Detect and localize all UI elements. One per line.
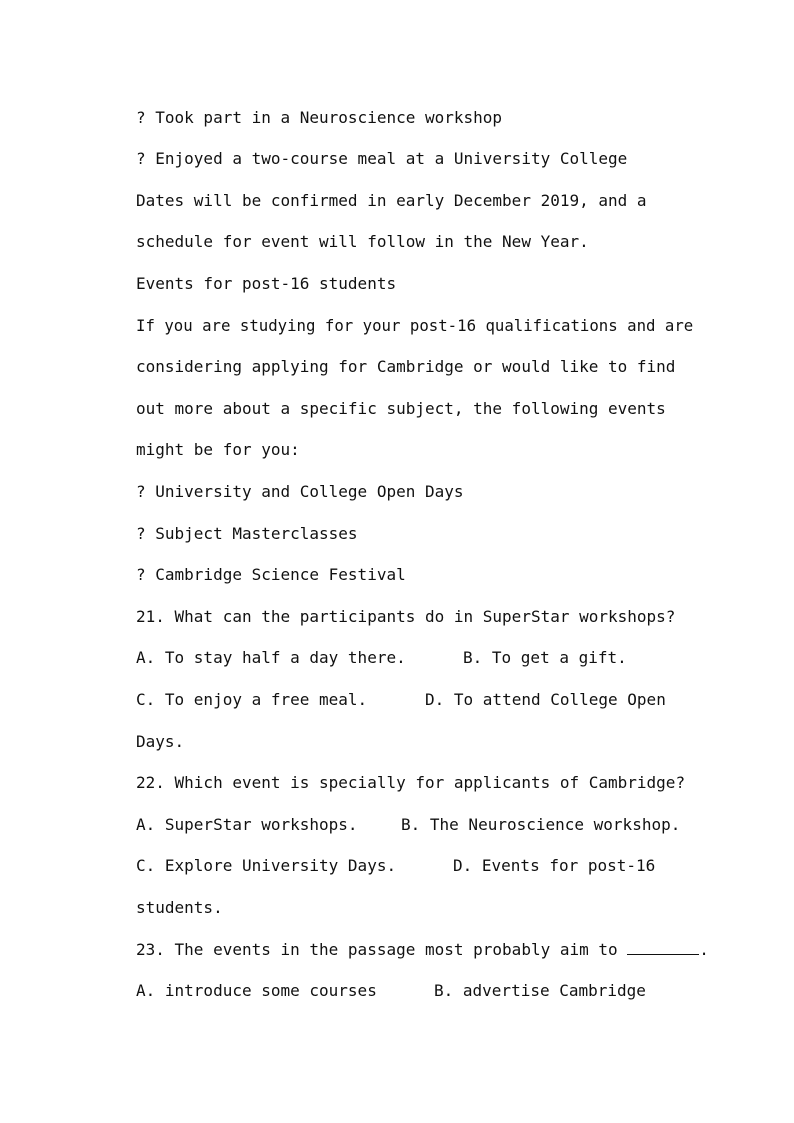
question-22-option-d-continued: students.	[136, 898, 223, 917]
question-23-stem-period: .	[699, 940, 709, 959]
question-21-option-b: B. To get a gift.	[463, 648, 627, 667]
post16-paragraph-line-1: If you are studying for your post-16 qualifications and are	[136, 316, 694, 335]
question-22-stem: 22. Which event is specially for applicants of Cambridge?	[136, 773, 686, 792]
question-22-option-b: B. The Neuroscience workshop.	[401, 815, 681, 834]
bullet-science-festival: ? Cambridge Science Festival	[136, 565, 406, 584]
bullet-two-course-meal: ? Enjoyed a two-course meal at a University College	[136, 149, 628, 168]
post16-paragraph-line-4: might be for you:	[136, 440, 300, 459]
question-21-option-d: D. To attend College Open	[425, 690, 666, 709]
question-21-stem: 21. What can the participants do in SuperStar workshops?	[136, 607, 676, 626]
question-22-option-c: C. Explore University Days.	[136, 856, 397, 875]
bullet-neuroscience-workshop: ? Took part in a Neuroscience workshop	[136, 108, 503, 127]
bullet-masterclasses: ? Subject Masterclasses	[136, 524, 358, 543]
post16-heading: Events for post-16 students	[136, 274, 397, 293]
post16-paragraph-line-2: considering applying for Cambridge or would like to find	[136, 357, 676, 376]
question-23-option-a: A. introduce some courses	[136, 981, 377, 1000]
question-21-option-d-continued: Days.	[136, 732, 185, 751]
dates-paragraph-line-1: Dates will be confirmed in early December 2019, and a	[136, 191, 647, 210]
question-22-option-a: A. SuperStar workshops.	[136, 815, 358, 834]
question-23-option-b: B. advertise Cambridge	[434, 981, 646, 1000]
question-23-stem	[136, 938, 709, 962]
dates-paragraph-line-2: schedule for event will follow in the New Year.	[136, 232, 589, 251]
post16-paragraph-line-3: out more about a specific subject, the following events	[136, 399, 666, 418]
question-22-option-d: D. Events for post-16	[453, 856, 656, 875]
bullet-open-days: ? University and College Open Days	[136, 482, 464, 501]
question-23-stem-text: 23. The events in the passage most probably aim to	[136, 940, 618, 959]
question-21-option-c: C. To enjoy a free meal.	[136, 690, 368, 709]
answer-blank	[627, 938, 699, 955]
question-21-option-a: A. To stay half a day there.	[136, 648, 406, 667]
